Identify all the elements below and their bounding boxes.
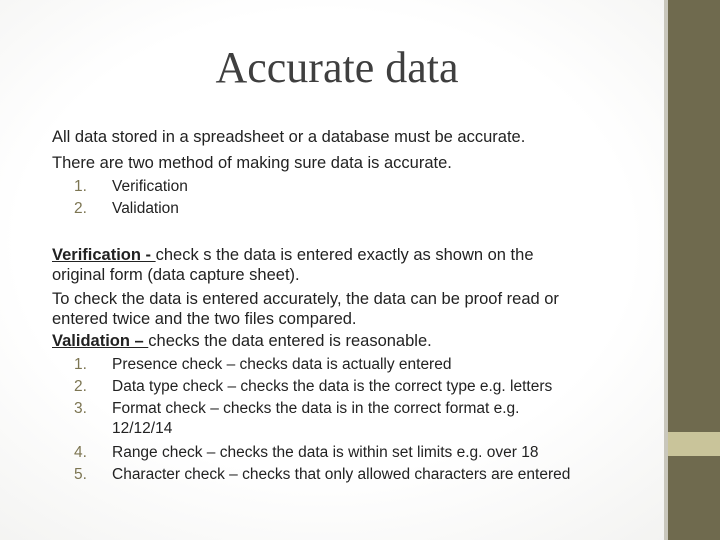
list-text: Validation — [112, 200, 179, 217]
list-number: 1. — [74, 178, 87, 195]
list-text: 12/12/14 — [112, 420, 173, 437]
verification-text: check s the data is entered exactly as shown on the — [155, 246, 534, 264]
sidebar-accent — [668, 432, 720, 456]
sidebar-bar — [668, 0, 720, 540]
intro-line-1: All data stored in a spreadsheet or a database must be accurate. — [52, 128, 526, 146]
list-number: 2. — [74, 378, 87, 395]
list-number: 5. — [74, 466, 87, 483]
list-number: 4. — [74, 444, 87, 461]
list-text: Character check – checks that only allowed characters are entered — [112, 466, 571, 483]
check-line-2: entered twice and the two files compared. — [52, 310, 357, 328]
list-text: Format check – checks the data is in the correct format e.g. — [112, 400, 520, 417]
list-number: 3. — [74, 400, 87, 417]
list-number: 1. — [74, 356, 87, 373]
verification-line-1 — [52, 245, 642, 265]
verification-label: Verification - — [52, 246, 156, 264]
check-line-1: To check the data is entered accurately, the data can be proof read or — [52, 290, 559, 308]
list-number: 2. — [74, 200, 87, 217]
list-text: Verification — [112, 178, 188, 195]
validation-line — [52, 331, 642, 351]
intro-line-2: There are two method of making sure data is accurate. — [52, 154, 452, 172]
list-text: Presence check – checks data is actually entered — [112, 356, 452, 373]
list-text: Range check – checks the data is within set limits e.g. over 18 — [112, 444, 539, 461]
validation-label: Validation – — [52, 332, 149, 350]
verification-line-2: original form (data capture sheet). — [52, 266, 300, 284]
validation-text: checks the data entered is reasonable. — [148, 332, 432, 350]
slide-title: Accurate data — [215, 43, 459, 92]
list-text: Data type check – checks the data is the correct type e.g. letters — [112, 378, 553, 395]
